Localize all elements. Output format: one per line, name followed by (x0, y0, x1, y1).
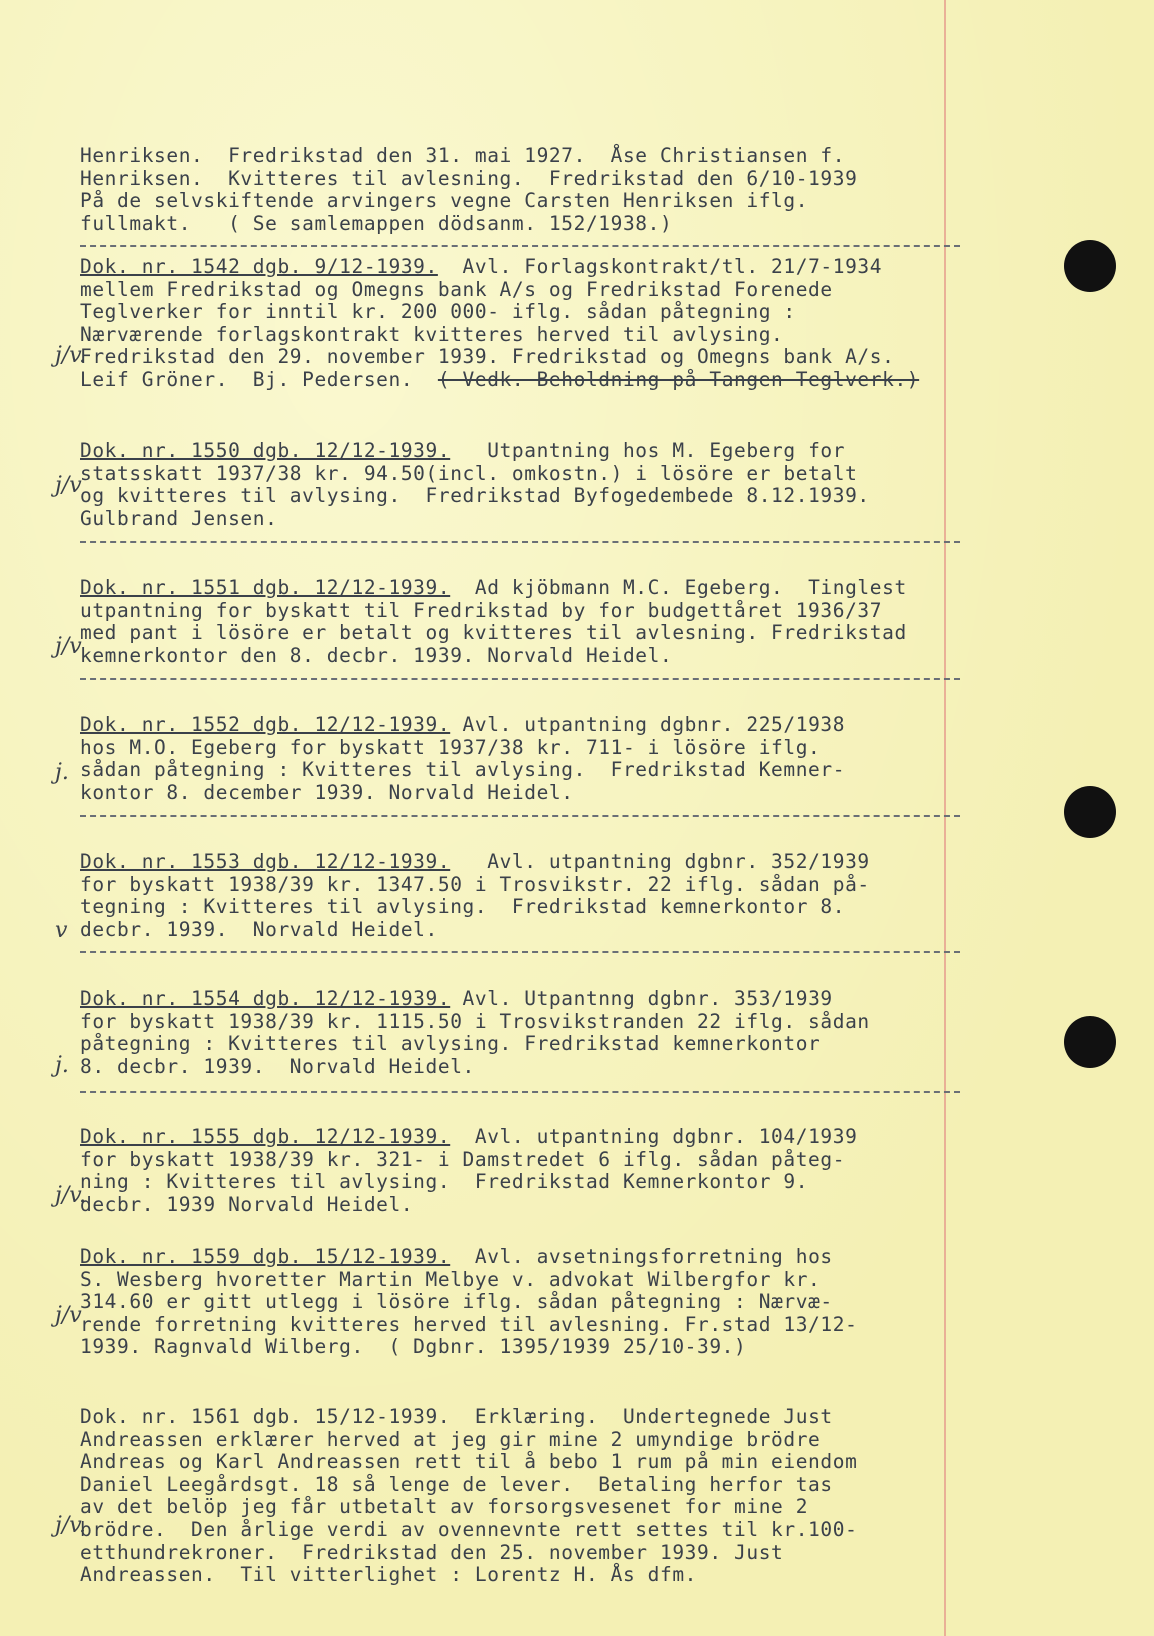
entry-separator (80, 951, 960, 953)
entry-line: fullmakt. ( Se samlemappen dödsanm. 152/1938.) (80, 211, 673, 235)
entry-line: decbr. 1939. Norvald Heidel. (80, 917, 438, 941)
entry-line: utpantning for byskatt til Fredrikstad by for budgettåret 1936/37 (80, 598, 883, 622)
entry-line: av det belöp jeg får utbetalt av forsorgsvesenet for mine 2 (80, 1495, 809, 1519)
entry-line: Erklæring. Undertegnede Just (450, 1405, 833, 1428)
entry-1559 (80, 1246, 960, 1359)
margin-initials: j/v (55, 473, 82, 498)
entry-heading: Dok. nr. 1559 dgb. 15/12-1939. (80, 1245, 451, 1268)
entry-line: etthundrekroner. Fredrikstad den 25. november 1939. Just (80, 1540, 784, 1564)
entry-line: Andreas og Karl Andreassen rett til å bebo 1 rum på min eiendom (80, 1450, 858, 1474)
margin-initials: j/v. (55, 343, 87, 368)
entry-line: Daniel Leegårdsgt. 18 så lenge de lever. Betaling herfor tas (80, 1472, 833, 1496)
entry-separator (80, 245, 960, 247)
entry-heading: Dok. nr. 1561 dgb. 15/12-1939. (80, 1405, 451, 1428)
entry-line: statsskatt 1937/38 kr. 94.50(incl. omkostn.) i lösöre er betalt (80, 461, 858, 485)
entry-1550 (80, 440, 960, 530)
entry-line: Avl. utpantning dgbnr. 104/1939 (450, 1125, 858, 1148)
entry-line: kemnerkontor den 8. decbr. 1939. Norvald Heidel. (80, 643, 673, 667)
margin-initials: j/v (55, 1303, 82, 1328)
entry-1553 (80, 851, 960, 941)
entry-line: Andreassen erklærer herved at jeg gir mine 2 umyndige brödre (80, 1427, 821, 1451)
entry-separator (80, 678, 960, 680)
entry-line: Avl. Forlagskontrakt/tl. 21/7-1934 (437, 255, 883, 278)
entry-heading: Dok. nr. 1551 dgb. 12/12-1939. (80, 576, 451, 599)
entry-line: 314.60 er gitt utlegg i lösöre iflg. sådan påtegning : Nærvæ- (80, 1290, 833, 1314)
punch-hole (1064, 786, 1116, 838)
entry-line: ning : Kvitteres til avlysing. Fredrikstad Kemnerkontor 9. (80, 1170, 809, 1194)
entry-line: 1939. Ragnvald Wilberg. ( Dgbnr. 1395/1939 25/10-39.) (80, 1335, 747, 1359)
entry-line: Utpantning hos M. Egeberg for (450, 439, 846, 462)
punch-hole (1064, 1016, 1116, 1068)
entry-line: Avl. utpantning dgbnr. 352/1939 (450, 850, 870, 873)
entry-line: og kvitteres til avlysing. Fredrikstad Byfogedembede 8.12.1939. (80, 484, 870, 508)
entry-line: brödre. Den årlige verdi av ovennevnte rett settes til kr.100- (80, 1517, 858, 1541)
entry-line: På de selvskiftende arvingers vegne Carsten Henriksen iflg. (80, 189, 809, 213)
entry-line: decbr. 1939 Norvald Heidel. (80, 1192, 414, 1216)
entry-line: Avl. avsetningsforretning hos (450, 1245, 833, 1268)
entry-line: rende forretning kvitteres herved til avlesning. Fr.stad 13/12- (80, 1312, 858, 1336)
entry-line: Nærværende forlagskontrakt kvitteres herved til avlysing. (80, 322, 784, 346)
margin-initials: j. (55, 1053, 69, 1078)
entry-line: Henriksen. Kvitteres til avlesning. Fredrikstad den 6/10-1939 (80, 166, 858, 190)
entry-line: mellem Fredrikstad og Omegns bank A/s og Fredrikstad Forenede (80, 277, 833, 301)
entry-heading: Dok. nr. 1550 dgb. 12/12-1939. (80, 439, 451, 462)
entry-line: Ad kjöbmann M.C. Egeberg. Tinglest (450, 576, 907, 599)
entry-line: kontor 8. december 1939. Norvald Heidel. (80, 780, 574, 804)
entry-heading: Dok. nr. 1555 dgb. 12/12-1939. (80, 1125, 451, 1148)
entry-separator (80, 815, 960, 817)
entry-line: 8. decbr. 1939. Norvald Heidel. (80, 1054, 475, 1078)
entry-line: sådan påtegning : Kvitteres til avlysing. Fredrikstad Kemner- (80, 758, 846, 782)
entry-1561 (80, 1406, 960, 1587)
entry-1552 (80, 714, 960, 804)
entry-line: Leif Gröner. Bj. Pedersen. (80, 367, 414, 391)
entry-line: tegning : Kvitteres til avlysing. Fredrikstad kemnerkontor 8. (80, 895, 846, 919)
entry-1551 (80, 577, 960, 667)
margin-initials: j/v. (55, 1183, 87, 1208)
entry-line: Gulbrand Jensen. (80, 506, 278, 530)
entry-line: hos M.O. Egeberg for byskatt 1937/38 kr. 711- i lösöre iflg. (80, 735, 821, 759)
entry-line: S. Wesberg hvoretter Martin Melbye v. advokat Wilbergfor kr. (80, 1267, 821, 1291)
entry-line: Henriksen. Fredrikstad den 31. mai 1927. Åse Christiansen f. (80, 144, 846, 167)
punch-hole (1064, 240, 1116, 292)
entry-line: for byskatt 1938/39 kr. 1347.50 i Trosvikstr. 22 iflg. sådan på- (80, 872, 870, 896)
entry-line: Avl. Utpantnng dgbnr. 353/1939 (450, 987, 833, 1010)
entry-line: Fredrikstad den 29. november 1939. Fredrikstad og Omegns bank A/s. (80, 345, 895, 369)
entry-line: for byskatt 1938/39 kr. 321- i Damstredet 6 iflg. sådan påteg- (80, 1147, 846, 1171)
entry-1542 (80, 256, 960, 392)
entry-line: med pant i lösöre er betalt og kvitteres til avlesning. Fredrikstad (80, 621, 907, 645)
entry-line: for byskatt 1938/39 kr. 1115.50 i Trosvikstranden 22 iflg. sådan (80, 1009, 870, 1033)
entry-continuation (80, 145, 960, 235)
entry-heading: Dok. nr. 1552 dgb. 12/12-1939. (80, 713, 451, 736)
entry-line: Teglverker for inntil kr. 200 000- iflg. sådan påtegning : (80, 300, 796, 324)
margin-initials: j/v (55, 634, 82, 659)
entry-line: Andreassen. Til vitterlighet : Lorentz H. Ås dfm. (80, 1563, 697, 1587)
entry-heading: Dok. nr. 1554 dgb. 12/12-1939. (80, 987, 451, 1010)
entry-line: påtegning : Kvitteres til avlysing. Fredrikstad kemnerkontor (80, 1032, 821, 1056)
margin-initials: j/v. (55, 1513, 87, 1538)
entry-1555 (80, 1126, 960, 1216)
entry-heading: Dok. nr. 1542 dgb. 9/12-1939. (80, 255, 438, 278)
entry-1554 (80, 988, 960, 1078)
margin-initials: j. (55, 760, 69, 785)
entry-heading: Dok. nr. 1553 dgb. 12/12-1939. (80, 850, 451, 873)
entry-line: Avl. utpantning dgbnr. 225/1938 (450, 713, 846, 736)
margin-initials: v (55, 918, 68, 943)
entry-separator (80, 541, 960, 543)
entry-separator (80, 1091, 960, 1093)
struck-annotation: ( Vedk. Beholdning på Tangen Teglverk.) (437, 367, 920, 391)
